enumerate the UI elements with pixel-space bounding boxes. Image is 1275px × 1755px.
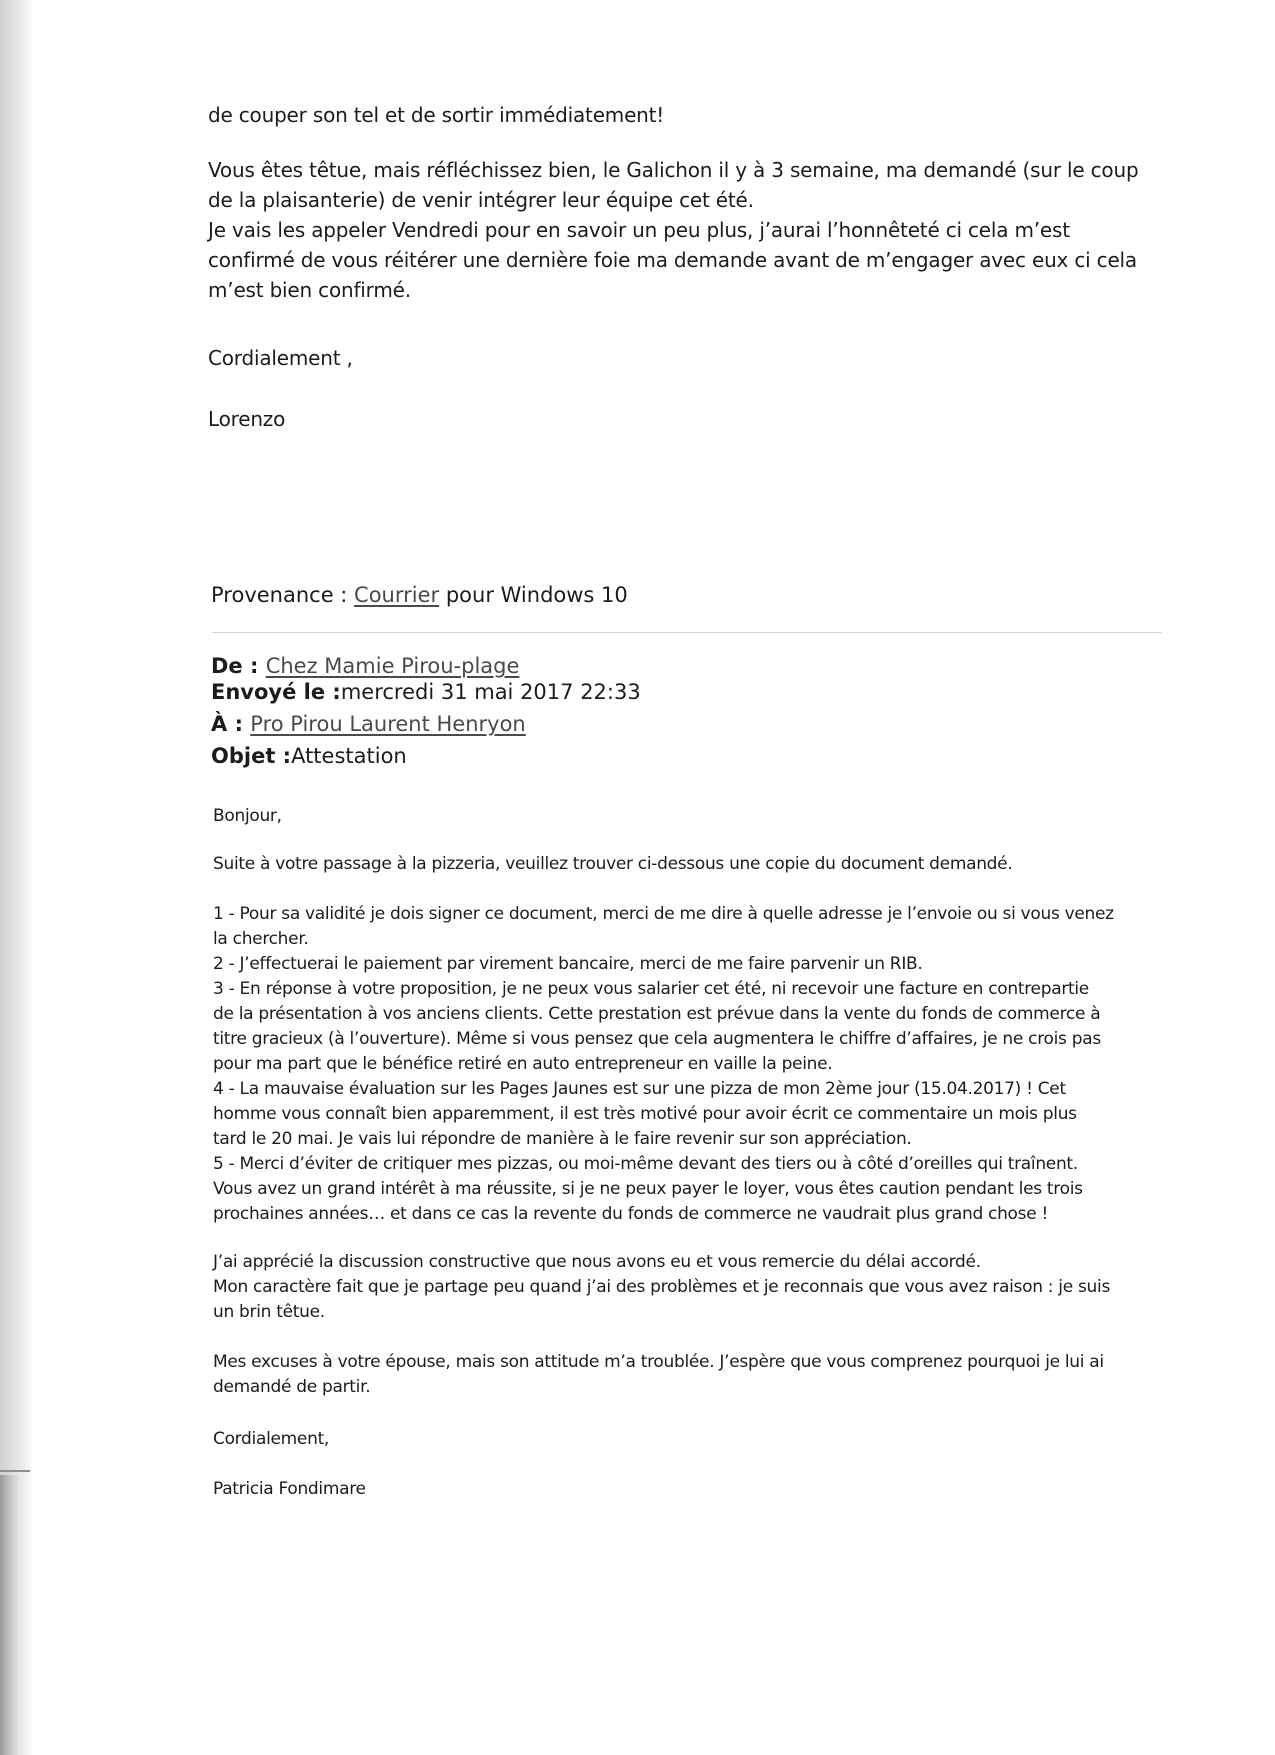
point-line: homme vous connaît bien apparemment, il est très motivé pour avoir écrit ce commentaire un mois plus	[213, 1104, 1077, 1124]
sent-row	[211, 677, 641, 707]
point-line: 5 - Merci d’éviter de critiquer mes pizzas, ou moi-même devant des tiers ou à côté d’oreilles qui traînent.	[213, 1154, 1078, 1174]
paragraph-line: Je vais les appeler Vendredi pour en savoir un peu plus, j’aurai l’honnêteté ci cela m’est	[208, 218, 1070, 242]
paragraph-line: confirmé de vous réitérer une dernière foie ma demande avant de m’engager avec eux ci cela	[208, 248, 1137, 272]
subject-value: Attestation	[291, 744, 407, 768]
point-line: 1 - Pour sa validité je dois signer ce document, merci de me dire à quelle adresse je l’envoie ou si vous venez	[213, 904, 1114, 924]
appreciation-paragraph	[213, 1250, 1110, 1325]
courrier-link[interactable]: Courrier	[354, 583, 440, 607]
first-email-paragraph	[208, 155, 1138, 305]
paragraph-line: Vous êtes têtue, mais réfléchissez bien, le Galichon il y à 3 semaine, ma demandé (sur le coup	[208, 158, 1139, 182]
provenance-line	[211, 580, 628, 610]
second-email-closing: Cordialement,	[213, 1429, 330, 1449]
numbered-points	[213, 902, 1114, 1227]
point-line: Vous avez un grand intérêt à ma réussite, si je ne peux payer le loyer, vous êtes caution pendant les trois	[213, 1179, 1083, 1199]
second-email-signature: Patricia Fondimare	[213, 1479, 366, 1499]
first-email-closing: Cordialement ,	[208, 346, 353, 370]
point-line: pour ma part que le bénéfice retiré en auto entrepreneur en vaille la peine.	[213, 1054, 833, 1074]
from-label: De :	[211, 654, 266, 678]
appreciation-line: un brin têtue.	[213, 1302, 325, 1322]
point-line: de la présentation à vos anciens clients. Cette prestation est prévue dans la vente du fonds de commerce à	[213, 1004, 1101, 1024]
point-line: tard le 20 mai. Je vais lui répondre de manière à le faire revenir sur son appréciation.	[213, 1129, 912, 1149]
from-link[interactable]: Chez Mamie Pirou-plage	[265, 654, 520, 678]
first-email-signature: Lorenzo	[208, 407, 286, 431]
intro-line: Suite à votre passage à la pizzeria, veuillez trouver ci-dessous une copie du document demandé.	[213, 854, 1013, 874]
provenance-suffix: pour Windows 10	[439, 583, 628, 607]
subject-row	[211, 741, 407, 771]
greeting: Bonjour,	[213, 806, 282, 826]
opening-line: de couper son tel et de sortir immédiatement!	[208, 103, 665, 127]
sent-label: Envoyé le :	[211, 680, 341, 704]
subject-label: Objet :	[211, 744, 292, 768]
apology-line: demandé de partir.	[213, 1377, 371, 1397]
point-line: la chercher.	[213, 929, 309, 949]
point-line: 3 - En réponse à votre proposition, je ne peux vous salarier cet été, ni recevoir une facture en contrepartie	[213, 979, 1089, 999]
paragraph-line: de la plaisanterie) de venir intégrer leur équipe cet été.	[208, 188, 754, 212]
header-divider	[212, 632, 1162, 633]
point-line: titre gracieux (à l’ouverture). Même si vous pensez que cela augmentera le chiffre d’affaires, je ne crois pas	[213, 1029, 1101, 1049]
to-row	[211, 709, 526, 739]
point-line: prochaines années… et dans ce cas la revente du fonds de commerce ne vaudrait plus grand chose !	[213, 1204, 1048, 1224]
sent-value: mercredi 31 mai 2017 22:33	[340, 680, 641, 704]
apology-line: Mes excuses à votre épouse, mais son attitude m’a troublée. J’espère que vous comprenez pourquoi je lui ai	[213, 1352, 1104, 1372]
appreciation-line: Mon caractère fait que je partage peu quand j’ai des problèmes et je reconnais que vous avez raison : je suis	[213, 1277, 1111, 1297]
to-link[interactable]: Pro Pirou Laurent Henryon	[250, 712, 526, 736]
point-line: 4 - La mauvaise évaluation sur les Pages Jaunes est sur une pizza de mon 2ème jour (15.04.2017) ! Cet	[213, 1079, 1066, 1099]
provenance-label: Provenance :	[211, 583, 355, 607]
appreciation-line: J’ai apprécié la discussion constructive que nous avons eu et vous remercie du délai accordé.	[213, 1252, 981, 1272]
to-label: À :	[211, 712, 251, 736]
apology-paragraph	[213, 1350, 1104, 1400]
point-line: 2 - J’effectuerai le paiement par virement bancaire, merci de me faire parvenir un RIB.	[213, 954, 923, 974]
paragraph-line: m’est bien confirmé.	[208, 278, 411, 302]
